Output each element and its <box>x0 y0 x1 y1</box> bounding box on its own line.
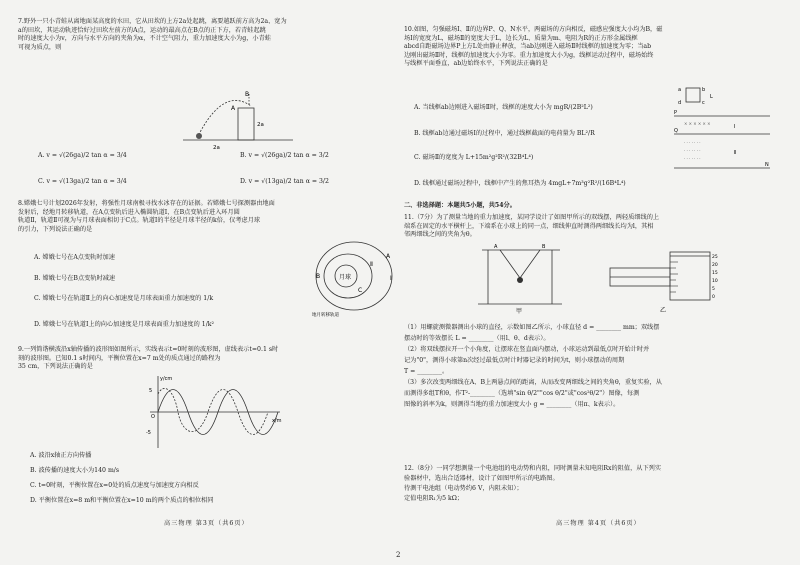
question-line: 的引力，下列说法正确的是 <box>18 225 93 233</box>
label-yi: 乙 <box>660 307 667 314</box>
svg-text:· · · · · · ·: · · · · · · · <box>684 140 701 145</box>
label-b: B <box>245 91 250 98</box>
label-field-2: Ⅱ <box>734 150 737 156</box>
label-c: c <box>702 100 705 106</box>
subpart-line: （2）将双线摆拉开一个小角度，让摆球在竖直面内摆动，小球运动到最低点时开始计时并 <box>404 346 650 353</box>
label-l: L <box>710 94 713 100</box>
label-a: A <box>494 244 498 250</box>
label-a: A <box>231 105 236 112</box>
subpart-line: 摆动时的等效摆长 L = ________（用l、θ、d表示）。 <box>404 335 550 342</box>
page-footer: 高三物理 第4页（共6页） <box>556 520 641 527</box>
section-heading: 二、非选择题：本题共5小题，共54分。 <box>404 202 516 209</box>
option-d: D. 平衡位置在x=8 m和平衡位置在x=10 m的两个质点的相位相同 <box>30 497 214 504</box>
question-line: 7.野外一只小青蛙从离地面某高度的水田，它从田坎的上方2a处起跳，离要越跃前方高为2a、宽为 <box>18 18 287 25</box>
label-p: P <box>674 110 678 116</box>
question-line: 端系在固定的水平横杆上，下端系在小球上的同一点，细线伸直时测得两细线长均为l，其相 <box>404 222 654 230</box>
question-line: 时的速度大小为v，方向与水平方向的夹角为α，不计空气阻力，重力加速度大小为g，小青蛙 <box>18 35 271 43</box>
subpart-line: （1）用螺旋测微器测出小球的直径，示数如图乙所示，小球直径 d = ________ mm；双线摆 <box>404 324 660 331</box>
scale-5: 5 <box>712 287 715 292</box>
option-a: A. 波沿x轴正方向传播 <box>30 452 92 459</box>
svg-text:× × × × × ×: × × × × × × <box>684 121 711 126</box>
question-line: a的田坎，其运动轨迹恰好过田坎左前方的A点，运动的最高点在B点的正下方，若青蛙起跳 <box>18 26 266 34</box>
left-page <box>18 0 401 565</box>
label-n: N <box>765 162 769 168</box>
option-a: A. 当线框ab边刚进入磁场Ⅱ时，线框的速度大小为 mgR/(2B²L²) <box>414 104 593 111</box>
right-page <box>404 0 784 565</box>
question-line: 轨道Ⅱ，轨道Ⅱ可视为与月球表面相切于C点。轨道Ⅰ的半径是月球半径的k倍，仅考虑月球 <box>18 217 261 225</box>
question-line: 与线框平面垂直，ab边始终水平，下列说法正确的是 <box>404 60 548 68</box>
question-line: 边刚出磁场Ⅱ时，线框的加速度大小为零。重力加速度大小为g，线框运动过程中，磁场始终 <box>404 51 654 59</box>
question-line: 邻两细线之间的夹角为θ。 <box>404 231 476 239</box>
question-11 <box>404 214 784 240</box>
label-b: B <box>542 244 546 250</box>
svg-text:· · · · · · ·: · · · · · · · <box>684 148 701 153</box>
label-b: B <box>316 273 321 280</box>
option-b: B. 嫦娥七号在B点变轨时减速 <box>34 275 116 282</box>
label-origin: O <box>151 414 155 420</box>
magnetic-field-figure <box>674 86 774 174</box>
question-line: 9.一列简谐横波沿x轴传播的波形图如图所示，实线表示t=0时刻的波形图，虚线表示t=0.1 s时 <box>18 346 279 353</box>
option-b: B. 波传播的速度大小为140 m/s <box>30 467 120 474</box>
label-d: d <box>678 100 682 106</box>
question-line: 刻的波形图。已知0.1 s时间内，平衡位置在x=7 m处的质点通过的路程为 <box>18 354 221 362</box>
option-c: C. 嫦娥七号在轨道Ⅱ上的向心加速度是月球表面重力加速度的 1/k <box>34 295 214 302</box>
question-line: 待测干电池组（电动势约6 V，内阻未知）； <box>404 485 523 492</box>
label-q: Q <box>674 128 678 134</box>
option-d: D. 线框通过磁场过程中，线框中产生的焦耳热为 4mgL+7m³g²R²/(16B⁴L⁴) <box>414 180 626 187</box>
question-line: 可视为质点，则 <box>18 43 62 51</box>
pendulum-figure <box>474 242 564 314</box>
option-c: C. v = √(13ga)/2 tan α = 3/4 <box>38 178 127 185</box>
label-a: A <box>386 253 391 260</box>
scale-20: 20 <box>712 263 718 268</box>
question-11-subparts <box>404 322 784 410</box>
question-10 <box>404 26 784 69</box>
subpart-line: 图像的斜率为k，则测得当地的重力加速度大小 g = ________（用π、k表示）。 <box>404 401 620 408</box>
label-5: 5 <box>149 388 153 394</box>
question-line: 发射后，经地月转移轨道，在A点变轨后进入椭圆轨道Ⅰ，在B点变轨后进入环月圆 <box>18 208 240 216</box>
label-field-1: Ⅰ <box>734 124 736 130</box>
label-orbit-1: Ⅰ <box>390 275 392 282</box>
svg-text:· · · · · · ·: · · · · · · · <box>684 156 701 161</box>
scale-15: 15 <box>712 271 718 276</box>
question-line: 验器材中，选出合适器材，设计了如图甲所示的电路图。 <box>404 475 559 482</box>
label-orbit-2: Ⅱ <box>370 261 373 268</box>
frog-jump-figure <box>183 90 303 152</box>
question-line: 35 cm，下列说法正确的是 <box>18 363 93 371</box>
question-8 <box>18 200 398 234</box>
subpart-line: （3）多次改变两细线在A、B上两悬点间的距离，从而改变两细线之间的夹角θ，重复实验，从 <box>404 379 662 386</box>
label-moon: 月球 <box>339 274 352 281</box>
scale-10: 10 <box>712 279 718 284</box>
label-x-axis: x/m <box>272 418 282 424</box>
question-line: 10.如图，匀强磁场Ⅰ、Ⅱ的边界P、Q、N水平，两磁场的方向相反，磁感应强度大小均为B，磁 <box>404 26 663 33</box>
label-b: b <box>702 87 706 93</box>
label-width: 2a <box>213 145 220 151</box>
subpart-line: 记为"0"，测得小球第n次经过最低点时计时器记录的时间为t，则小球摆动的周期 <box>404 357 625 364</box>
wave-figure <box>136 372 286 450</box>
label-c: C <box>358 287 363 294</box>
question-line: 场Ⅰ的宽度为L，磁场Ⅱ的宽度大于L，边长为L、质量为m、电阻为R的正方形金属线框 <box>404 34 638 42</box>
label-jia: 甲 <box>516 308 523 314</box>
label-y-axis: y/cm <box>160 376 173 382</box>
page-number: 2 <box>396 551 401 559</box>
question-line: 12.（8分）一同学想测量一个电池组的电动势和内阻，同时测量未知电阻Rx的阻值，从下列实 <box>404 465 662 472</box>
subpart-line: 而测得多组T和θ，作T²-________（选填"sin θ/2""cos θ/2"或"cos²θ/2"）图像，每测 <box>404 390 640 397</box>
option-d: D. 嫦娥七号在轨道Ⅰ上的向心加速度是月球表面重力加速度的 1/k² <box>34 321 215 328</box>
page-footer: 高三物理 第3页（共6页） <box>164 520 249 527</box>
question-line: 8.嫦娥七号计划2026年发射，将强性月球南极寻找水冰存在的证据。若嫦娥七号探测器由地面 <box>18 200 275 207</box>
frog-icon <box>196 133 202 139</box>
question-line: 定值电阻R₁为5 kΩ； <box>404 495 464 502</box>
label-transfer: 地月转移轨道 <box>312 313 339 318</box>
label-minus5: -5 <box>146 430 151 436</box>
question-line: abcd自距磁场边界P上方L处由静止释放，当ab边刚进入磁场Ⅱ时线框的加速度为零；当ab <box>404 43 652 51</box>
option-a: A. v = √(26ga)/2 tan α = 3/4 <box>38 152 127 159</box>
option-b: B. 线框ab边通过磁场Ⅰ的过程中，通过线框截面的电荷量为 BL²/R <box>414 130 595 137</box>
option-c: C. 磁场Ⅱ的宽度为 L+15m²g²R²/(32B⁴L⁴) <box>414 154 534 161</box>
subpart-line: T = ________。 <box>404 368 449 375</box>
label-height: 2a <box>257 122 264 128</box>
question-9 <box>18 346 398 372</box>
label-a: a <box>678 87 682 93</box>
option-a: A. 嫦娥七号在A点变轨时加速 <box>34 254 115 261</box>
scale-25: 25 <box>712 255 718 260</box>
scale-0: 0 <box>712 295 715 300</box>
micrometer-figure <box>600 244 730 314</box>
question-12 <box>404 464 784 504</box>
option-d: D. v = √(13ga)/2 tan α = 3/2 <box>240 178 329 185</box>
question-7 <box>18 18 398 52</box>
option-b: B. v = √(26ga)/2 tan α = 3/2 <box>240 152 329 159</box>
option-c: C. t=0时刻，平衡位置在x=0处的质点速度与加速度方向相反 <box>30 482 199 489</box>
question-line: 11.（7分）为了测量当地的重力加速度，某同学设计了如图甲所示的双线摆，两轻质细线的上 <box>404 214 660 221</box>
orbit-figure <box>308 236 400 318</box>
